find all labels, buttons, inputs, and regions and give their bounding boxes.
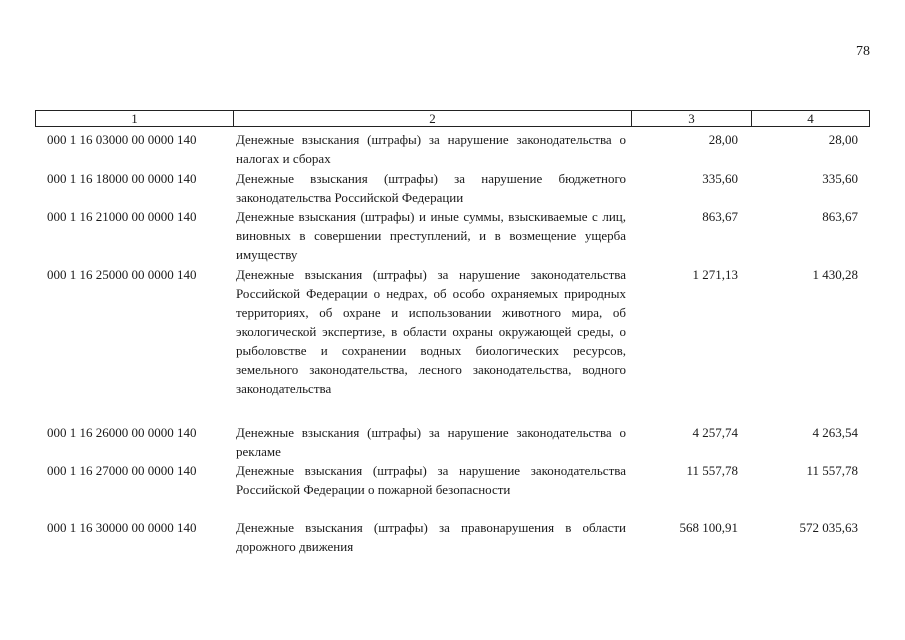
row-description: Денежные взыскания (штрафы) и иные суммы, взыскиваемые с лиц, виновных в совершении преступлений, и в возмещение ущерба имуществу (236, 209, 626, 262)
row-code: 000 1 16 25000 00 0000 140 (47, 267, 197, 282)
table-header (35, 110, 870, 127)
row-value-4: 335,60 (822, 171, 858, 186)
header-col-4: 4 (807, 111, 814, 126)
row-value-4: 572 035,63 (799, 520, 858, 535)
row-value-3: 4 257,74 (692, 425, 738, 440)
row-value-4: 11 557,78 (806, 463, 858, 478)
row-value-3: 11 557,78 (686, 463, 738, 478)
row-value-4: 1 430,28 (812, 267, 858, 282)
row-value-4: 863,67 (822, 209, 858, 224)
row-description: Денежные взыскания (штрафы) за нарушение законодательства о рекламе (236, 425, 626, 459)
row-code: 000 1 16 26000 00 0000 140 (47, 425, 197, 440)
header-col-2: 2 (234, 111, 632, 126)
row-value-3: 568 100,91 (679, 520, 738, 535)
row-value-3: 28,00 (708, 132, 738, 147)
row-description: Денежные взыскания (штрафы) за нарушение законодательства Российской Федерации о недрах, об особо охраняемых природных территориях, об охране и использовании животного мира, об экологической экспертизе, в области охраны окружающей среды, о рыболовстве и сохранении водных биологических ресурсов, земельного законодательства, лесного законодательства, водного законодательства (236, 267, 626, 396)
row-value-3: 335,60 (702, 171, 738, 186)
row-description: Денежные взыскания (штрафы) за нарушение бюджетного законодательства Российской Федерации (236, 171, 626, 205)
row-code: 000 1 16 21000 00 0000 140 (47, 209, 197, 224)
row-value-3: 863,67 (702, 209, 738, 224)
row-description: Денежные взыскания (штрафы) за нарушение законодательства о налогах и сборах (236, 132, 626, 166)
row-description: Денежные взыскания (штрафы) за правонарушения в области дорожного движения (236, 520, 626, 554)
row-value-4: 4 263,54 (812, 425, 858, 440)
row-code: 000 1 16 18000 00 0000 140 (47, 171, 197, 186)
header-col-1: 1 (36, 111, 234, 126)
page-number: 78 (856, 44, 870, 59)
row-value-3: 1 271,13 (692, 267, 738, 282)
row-description: Денежные взыскания (штрафы) за нарушение законодательства Российской Федерации о пожарной безопасности (236, 463, 626, 497)
row-code: 000 1 16 27000 00 0000 140 (47, 463, 197, 478)
header-col-3: 3 (632, 111, 752, 126)
row-code: 000 1 16 30000 00 0000 140 (47, 520, 197, 535)
row-value-4: 28,00 (828, 132, 858, 147)
row-code: 000 1 16 03000 00 0000 140 (47, 132, 197, 147)
